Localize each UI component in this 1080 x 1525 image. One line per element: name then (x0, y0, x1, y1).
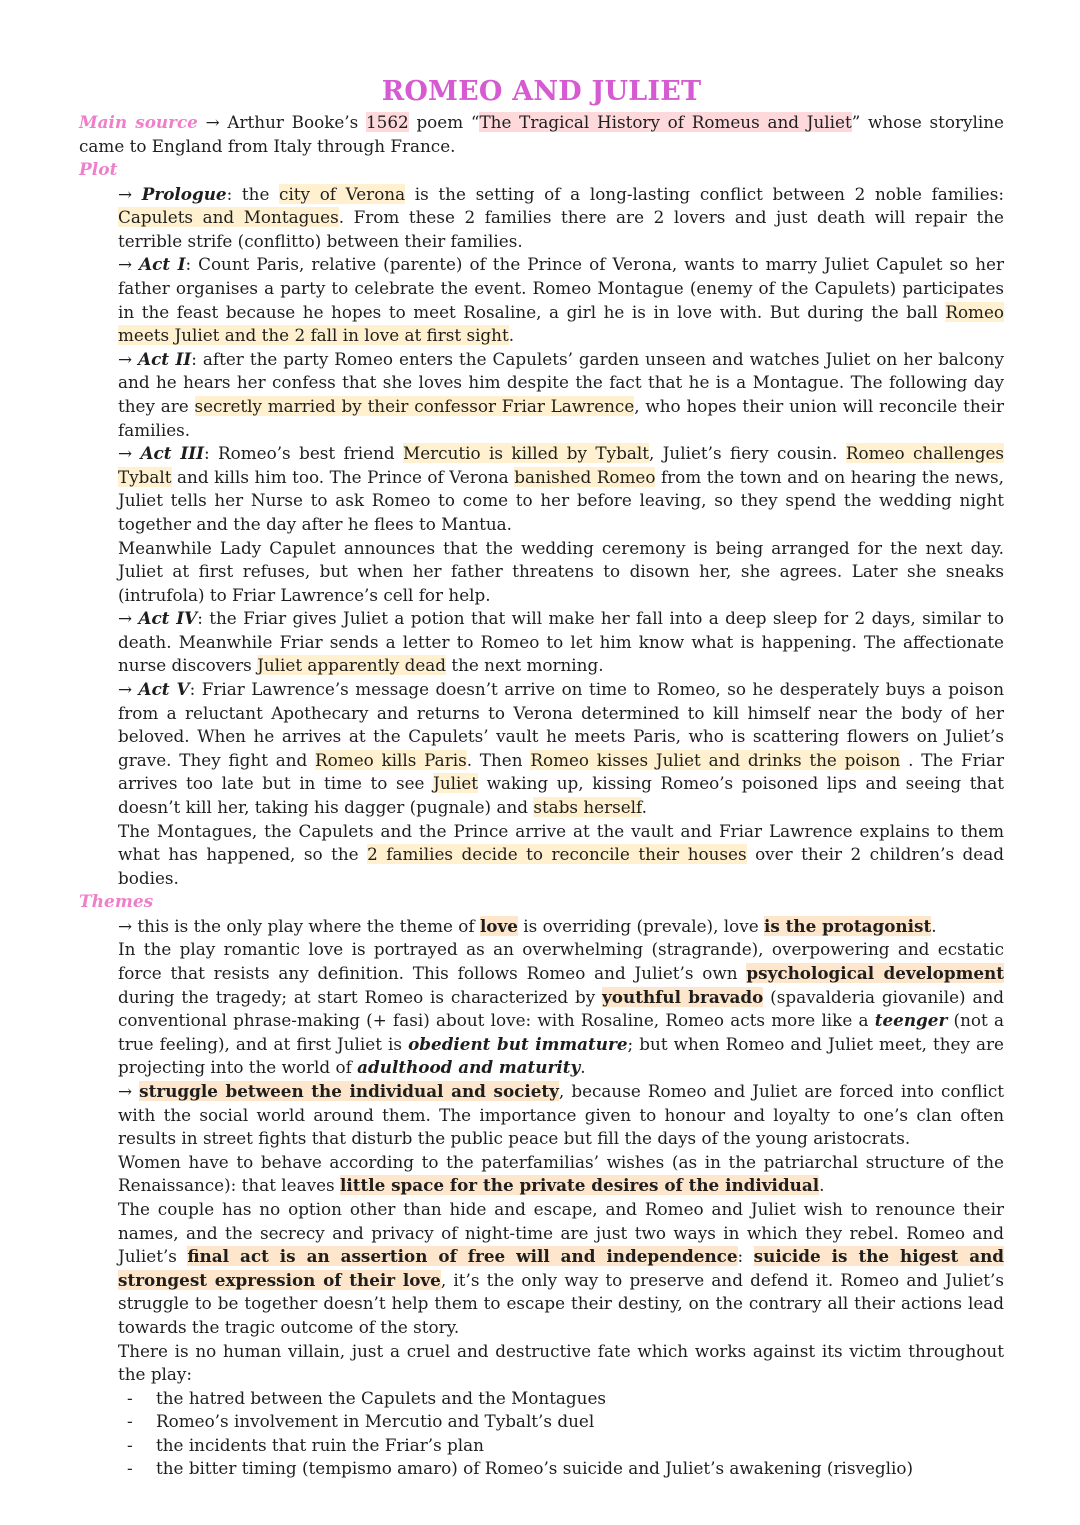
highlight: Capulets and Montagues (118, 207, 339, 228)
highlight: Juliet apparently dead (257, 655, 447, 676)
prologue-paragraph: → Prologue: the city of Verona is the setting of a long-lasting conflict between 2 noble families: Capulets and Montagues. From these 2 families there are 2 lovers and just death will repair the terrible strife (conflitto) between their families. (118, 183, 1004, 251)
list-item: - the hatred between the Capulets and the Montagues (118, 1387, 1004, 1411)
act-label: Prologue (141, 183, 227, 204)
bold-highlight: little space for the private desires of the individual (339, 1175, 820, 1196)
list-item: - Romeo’s involvement in Mercutio and Tybalt’s duel (118, 1410, 1004, 1434)
plot-section (118, 183, 1004, 891)
act-label: Act IV (138, 608, 198, 629)
act-label: Act V (138, 679, 190, 700)
highlight: Juliet (433, 773, 479, 794)
ending-paragraph: The Montagues, the Capulets and the Prince arrive at the vault and Friar Lawrence explains to them what has happened, so the 2 families decide to reconcile their houses over their 2 children’s dead bodies. (118, 820, 1004, 888)
highlight: city of Verona (279, 183, 406, 204)
poem-title-highlight: The Tragical History of Romeus and Juliet (479, 112, 852, 132)
act-label: Act III (140, 443, 204, 464)
highlight: secretly married by their confessor Friar Lawrence (194, 395, 635, 416)
couple-paragraph: The couple has no option other than hide and escape, and Romeo and Juliet wish to renounce their names, and the secrecy and privacy of night-time are just two ways in which they rebel. Romeo and Juliet’s final act is an assertion of free will and independence: suicide is the higest and strongest expression of their love, it’s the only way to preserve and defend it. Romeo and Juliet’s struggle to be together doesn’t help them to escape their destiny, on the contrary all their actions lead towards the tragic outcome of the story. (118, 1198, 1005, 1337)
bold-highlight: love (479, 915, 518, 936)
fate-list (118, 1387, 1004, 1481)
act-label: Act II (138, 348, 192, 369)
highlight: Romeo challenges Tybalt (118, 443, 1004, 487)
main-source-label: Main source (79, 112, 198, 132)
themes-section (118, 915, 1004, 1481)
plot-heading: Plot (79, 160, 118, 181)
meanwhile-paragraph: Meanwhile Lady Capulet announces that the wedding ceremony is being arranged for the next day. Juliet at first refuses, but when her father threatens to disown her, she agrees. Later she sneaks (intrufola) to Friar Lawrence’s cell for help. (118, 537, 1004, 605)
emphasis: teenger (874, 1010, 948, 1031)
highlight: Romeo kills Paris (315, 749, 467, 770)
act5-paragraph: → Act V: Friar Lawrence’s message doesn’t arrive on time to Romeo, so he desperately buys a poison from a reluctant Apothecary and returns to Verona determined to kill himself near the body of her beloved. When he arrives at the Capulets’ vault he meets Paris, who is scattering flowers on Juliet’s grave. They fight and Romeo kills Paris. Then Romeo kisses Juliet and drinks the poison . The Friar arrives too late but in time to see Juliet waking up, kissing Romeo’s poisoned lips and seeing that doesn’t kill her, taking his dagger (pugnale) and stabs herself. (118, 679, 1005, 818)
struggle-paragraph: → struggle between the individual and society, because Romeo and Juliet are forced into conflict with the social world around them. The importance given to honour and loyalty to one’s clan often results in street fights that disturb the public peace but fill the days of the young aristocrats. (118, 1080, 1004, 1149)
list-item: - the incidents that ruin the Friar’s plan (118, 1434, 1004, 1458)
emphasis: adulthood and maturity (357, 1057, 581, 1078)
highlight: Romeo meets Juliet and the 2 fall in love at first sight (118, 301, 1004, 346)
act1-paragraph: → Act I: Count Paris, relative (parente) of the Prince of Verona, wants to marry Juliet Capulet so her father organises a party to celebrate the event. Romeo Montague (enemy of the Capulets) participates in the feast because he hopes to meet Rosaline, a girl he is in love with. But during the ball Romeo meets Juliet and the 2 fall in love at first sight. (118, 254, 1004, 346)
act2-paragraph: → Act II: after the party Romeo enters the Capulets’ garden unseen and watches Juliet on her balcony and he hears her confess that she loves him despite the fact that he is a Montague. The following day they are secretly married by their confessor Friar Lawrence, who hopes their union will reconcile their families. (118, 348, 1004, 440)
bold-highlight: final act is an assertion of free will and independence (187, 1246, 738, 1267)
bold-highlight: is the protagonist (763, 915, 932, 936)
highlight: banished Romeo (514, 466, 656, 487)
act-label: Act I (139, 254, 186, 275)
highlight: Romeo kisses Juliet and drinks the poison (530, 749, 901, 770)
main-source-paragraph: Main source → Arthur Booke’s 1562 poem “The Tragical History of Romeus and Juliet” whose storyline came to England from Italy through France. (79, 112, 1004, 156)
highlight: Mercutio is killed by Tybalt (403, 443, 649, 464)
year-highlight: 1562 (365, 112, 409, 132)
highlight: stabs herself (533, 797, 642, 818)
themes-heading: Themes (79, 892, 154, 913)
list-item: - the bitter timing (tempismo amaro) of Romeo’s suicide and Juliet’s awakening (risveglio) (118, 1457, 1004, 1481)
highlight: 2 families decide to reconcile their houses (367, 844, 747, 865)
romantic-love-paragraph: In the play romantic love is portrayed as an overwhelming (stragrande), overpowering and ecstatic force that resists any definition. This follows Romeo and Juliet’s own psychological development during the tragedy; at start Romeo is characterized by youthful bravado (spavalderia giovanile) and conventional phrase-making (+ fasi) about love: with Rosaline, Romeo acts more like a teenger (not a true feeling), and at first Juliet is obedient but immature; but when Romeo and Juliet meet, they are projecting into the world of adulthood and maturity. (118, 939, 1005, 1078)
bold-highlight: suicide is the higest and strongest expression of their love (118, 1246, 1005, 1290)
act3-paragraph: → Act III: Romeo’s best friend Mercutio is killed by Tybalt, Juliet’s fiery cousin. Romeo challenges Tybalt and kills him too. The Prince of Verona banished Romeo from the town and on hearing the news, Juliet tells her Nurse to ask Romeo to come to her before leaving, so they spend the wedding night together and the day after he flees to Mantua. (118, 443, 1004, 534)
villain-paragraph: There is no human villain, just a cruel and destructive fate which works against its victim throughout the play: (118, 1340, 1004, 1385)
act4-paragraph: → Act IV: the Friar gives Juliet a potion that will make her fall into a deep sleep for 2 days, similar to death. Meanwhile Friar sends a letter to Romeo to let him know what is happening. The affectionate nurse discovers Juliet apparently dead the next morning. (118, 608, 1004, 676)
bold-highlight: youthful bravado (602, 986, 764, 1007)
love-paragraph: → this is the only play where the theme of love is overriding (prevale), love is the protagonist. (118, 915, 937, 936)
bold-highlight: struggle between the individual and society (139, 1080, 559, 1101)
emphasis: obedient but immature (408, 1033, 628, 1054)
page-title: ROMEO AND JULIET (381, 76, 702, 107)
bold-highlight: psychological development (746, 963, 1004, 983)
women-paragraph: Women have to behave according to the paterfamilias’ wishes (as in the patriarchal structure of the Renaissance): that leaves little space for the private desires of the individual. (118, 1151, 1004, 1196)
